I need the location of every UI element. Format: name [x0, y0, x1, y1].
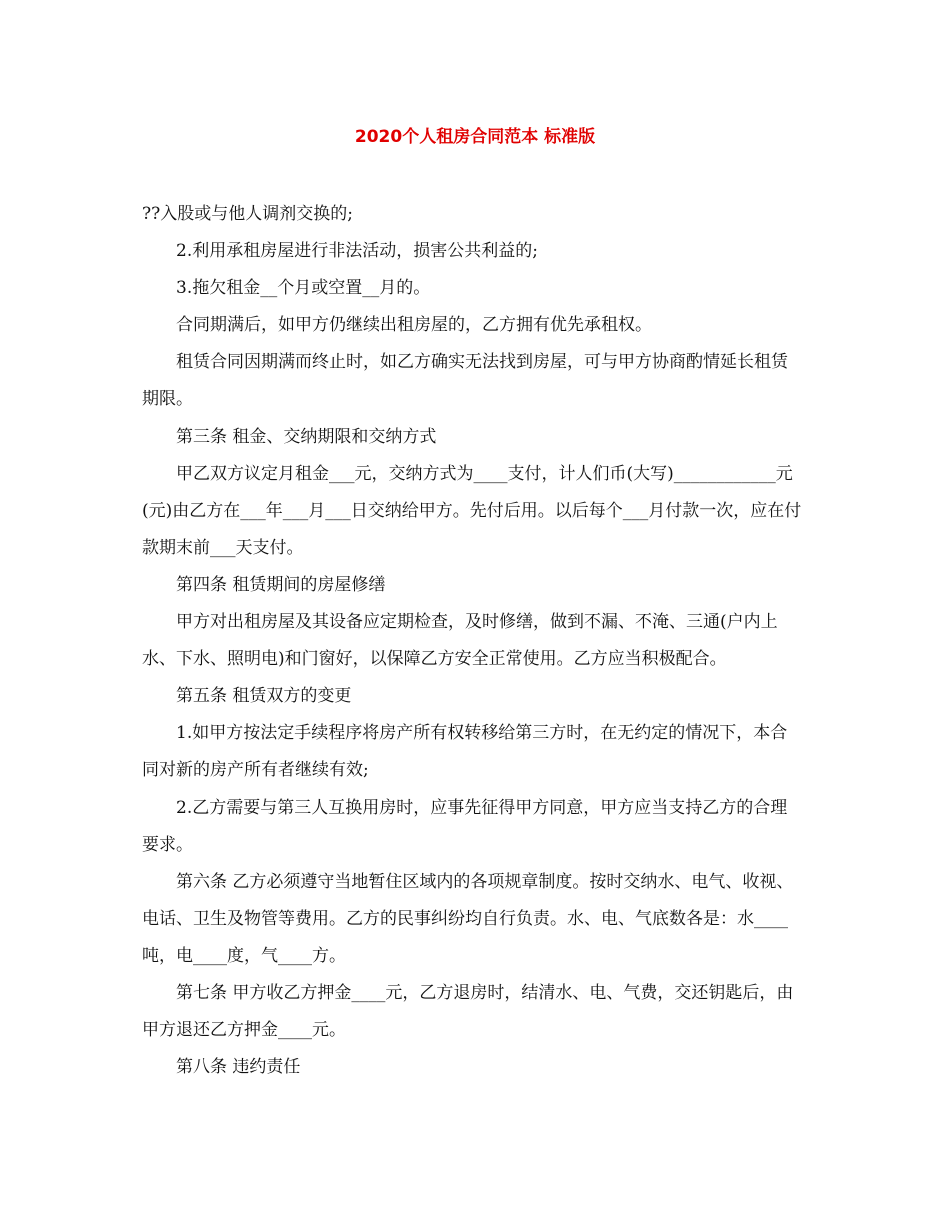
article-7: 第七条 甲方收乙方押金____元，乙方退房时，结清水、电、气费，交还钥匙后，由甲方退还乙方押金____元。 — [142, 982, 794, 1041]
article-8-heading: 第八条 违约责任 — [176, 1057, 301, 1078]
paragraph-continuation: ??入股或与他人调剂交换的; — [142, 204, 353, 224]
document-body — [142, 196, 802, 1086]
document-title: 2020个人租房合同范本 标准版 — [354, 127, 596, 147]
paragraph-renewal-priority: 合同期满后，如甲方仍继续出租房屋的，乙方拥有优先承租权。 — [176, 315, 652, 336]
article-5-clause-1: 1.如甲方按法定手续程序将房产所有权转移给第三方时，在无约定的情况下，本合同对新的房产所有者继续有效; — [142, 723, 788, 781]
paragraph-extension: 租赁合同因期满而终止时，如乙方确实无法找到房屋，可与甲方协商酌情延长租赁期限。 — [142, 352, 788, 410]
paragraph-clause-2: 2.利用承租房屋进行非法活动，损害公共利益的; — [176, 241, 538, 262]
article-3-heading: 第三条 租金、交纳期限和交纳方式 — [176, 426, 437, 447]
article-5-heading: 第五条 租赁双方的变更 — [176, 686, 352, 707]
article-3-rent-terms: 甲乙双方议定月租金___元，交纳方式为____支付，计人们币(大写)____________元(元)由乙方在___年___月___日交纳给甲方。先付后用。以后每个___月付款一次，应在付款期末前___天支付。 — [142, 463, 802, 558]
article-4-heading: 第四条 租赁期间的房屋修缮 — [176, 574, 386, 595]
article-6: 第六条 乙方必须遵守当地暂住区域内的各项规章制度。按时交纳水、电气、收视、电话、卫生及物管等费用。乙方的民事纠纷均自行负责。水、电、气底数各是：水____吨，电____度，气____方。 — [142, 871, 794, 966]
paragraph-clause-3: 3.拖欠租金__个月或空置__月的。 — [176, 278, 431, 299]
article-4-repairs: 甲方对出租房屋及其设备应定期检查，及时修缮，做到不漏、不淹、三通(户内上水、下水、照明电)和门窗好，以保障乙方安全正常使用。乙方应当积极配合。 — [142, 612, 778, 670]
article-5-clause-2: 2.乙方需要与第三人互换用房时，应事先征得甲方同意，甲方应当支持乙方的合理要求。 — [142, 797, 788, 855]
